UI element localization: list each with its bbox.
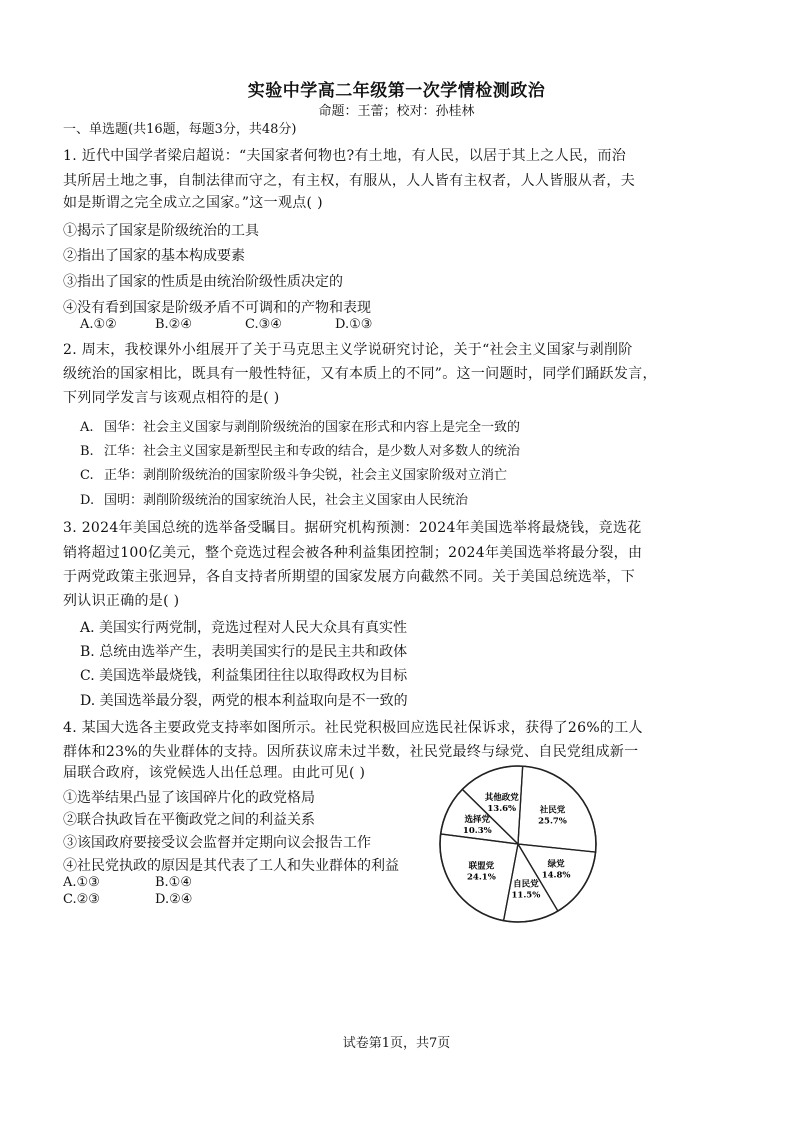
q3-stem-line: 3. 2024年美国总统的选举备受瞩目。据研究机构预测：2024年美国选举将最烧钱，竞选花: [63, 520, 642, 536]
q1-choice-d[interactable]: D.①③: [335, 317, 373, 332]
pie-slice-value: 10.3%: [462, 826, 492, 837]
page-footer: 试卷第1页，共7页: [342, 1036, 451, 1051]
q4-statement: ③该国政府要接受议会监督并定期向议会报告工作: [63, 835, 371, 851]
pie-slice-value: 24.1%: [467, 872, 496, 883]
pie-slice-label: 选择党: [464, 815, 491, 826]
option-text: 正华：剥削阶级统治的国家阶级斗争尖锐，社会主义国家阶级对立消亡: [104, 468, 508, 483]
q3-option-c[interactable]: C. 美国选举最烧钱，利益集团往往以取得政权为目标: [80, 668, 408, 684]
q1-choice-c[interactable]: C.③④: [245, 317, 282, 332]
q4-statement: ②联合执政旨在平衡政党之间的利益关系: [63, 812, 315, 828]
q1-statement: ②指出了国家的基本构成要素: [63, 248, 245, 264]
option-text: 江华：社会主义国家是新型民主和专政的结合，是少数人对多数人的统治: [104, 444, 521, 459]
pie-slice-label: 自民党: [513, 879, 539, 890]
option-text: 国华：社会主义国家与剥削阶级统治的国家在形式和内容上是完全一致的: [104, 420, 521, 435]
q4-stem-line: 群体和23%的失业群体的支持。因所获议席未过半数，社民党最终与绿党、自民党组成新一: [63, 744, 639, 760]
option-letter: B.: [80, 444, 94, 459]
q4-choice-b[interactable]: B.①④: [155, 875, 192, 890]
page-title: 实验中学高二年级第一次学情检测政治: [247, 81, 546, 101]
q1-statement: ④没有看到国家是阶级矛盾不可调和的产物和表现: [63, 300, 371, 316]
pie-slice-value: 11.5%: [511, 890, 541, 901]
pie-slice-label: 其他政党: [484, 792, 519, 803]
q4-stem-line: 4. 某国大选各主要政党支持率如图所示。社民党积极回应选民社保诉求，获得了26%的工人: [63, 720, 643, 736]
option-letter: D.: [80, 493, 95, 508]
q2-option-c[interactable]: [80, 464, 507, 483]
q4-statement: ①选举结果凸显了该国碎片化的政党格局: [63, 790, 315, 806]
q4-choice-a[interactable]: A.①③: [63, 875, 100, 890]
q4-choice-c[interactable]: C.②③: [63, 892, 100, 907]
q1-stem-line: 1. 近代中国学者梁启超说：“夫国家者何物也?有土地，有人民，以居于其上之人民，而治: [63, 148, 627, 164]
q3-option-a[interactable]: A. 美国实行两党制，竞选过程对人民大众具有真实性: [80, 620, 408, 636]
q4-statement: ④社民党执政的原因是其代表了工人和失业群体的利益: [63, 858, 399, 874]
q2-stem-line: 2. 周末，我校课外小组展开了关于马克思主义学说研究讨论，关于“社会主义国家与剥削阶: [63, 342, 633, 358]
pie-slice-value: 13.6%: [487, 803, 517, 814]
pie-slice-value: 25.7%: [538, 816, 567, 827]
q1-stem-line: 如是斯谓之完全成立之国家。”这一观点( ): [63, 195, 323, 211]
q1-stem-line: 其所居土地之事，自制法律而守之，有主权，有服从，人人皆有主权者，人人皆服从者，夫: [63, 173, 635, 189]
q2-option-b[interactable]: [80, 440, 520, 459]
q2-option-d[interactable]: [80, 489, 468, 508]
section-heading: 一、单选题(共16题，每题3分，共48分): [63, 122, 297, 137]
q2-option-a[interactable]: [80, 416, 520, 435]
q4-choice-d[interactable]: D.②④: [155, 892, 193, 907]
q1-statement: ③指出了国家的性质是由统治阶级性质决定的: [63, 274, 343, 290]
q4-stem-line: 届联合政府，该党候选人出任总理。由此可见( ): [63, 765, 366, 781]
pie-slice-value: 14.8%: [541, 870, 571, 881]
option-text: 国明：剥削阶级统治的国家统治人民，社会主义国家由人民统治: [104, 493, 469, 508]
page-subtitle: 命题：王蕾；校对：孙桂林: [318, 104, 475, 119]
q2-stem-line: 级统治的国家相比，既具有一般性特征，又有本质上的不同”。这一问题时，同学们踊跃发言，: [63, 366, 657, 382]
q2-stem-line: 下列同学发言与该观点相符的是( ): [63, 390, 280, 406]
option-letter: C.: [80, 468, 94, 483]
q3-option-d[interactable]: D. 美国选举最分裂，两党的根本利益取向是不一致的: [80, 693, 408, 709]
pie-slice-label: 绿党: [547, 859, 565, 870]
q1-choice-b[interactable]: B.②④: [155, 317, 192, 332]
q3-stem-line: 销将超过100亿美元，整个竞选过程会被各种利益集团控制；2024年美国选举将最分裂，由: [63, 545, 643, 561]
party-support-pie-chart: [430, 760, 610, 930]
pie-slice-label: 联盟党: [468, 861, 495, 872]
q3-stem-line: 于两党政策主张迥异，各自支持者所期望的国家发展方向截然不同。关于美国总统选举，下: [63, 569, 635, 585]
q3-stem-line: 列认识正确的是( ): [63, 593, 180, 609]
pie-slice-label: 社民党: [539, 805, 566, 816]
q3-option-b[interactable]: B. 总统由选举产生，表明美国实行的是民主共和政体: [80, 644, 408, 660]
option-letter: A.: [80, 420, 94, 435]
q1-statement: ①揭示了国家是阶级统治的工具: [63, 223, 259, 239]
q1-choice-a[interactable]: A.①②: [80, 317, 117, 332]
